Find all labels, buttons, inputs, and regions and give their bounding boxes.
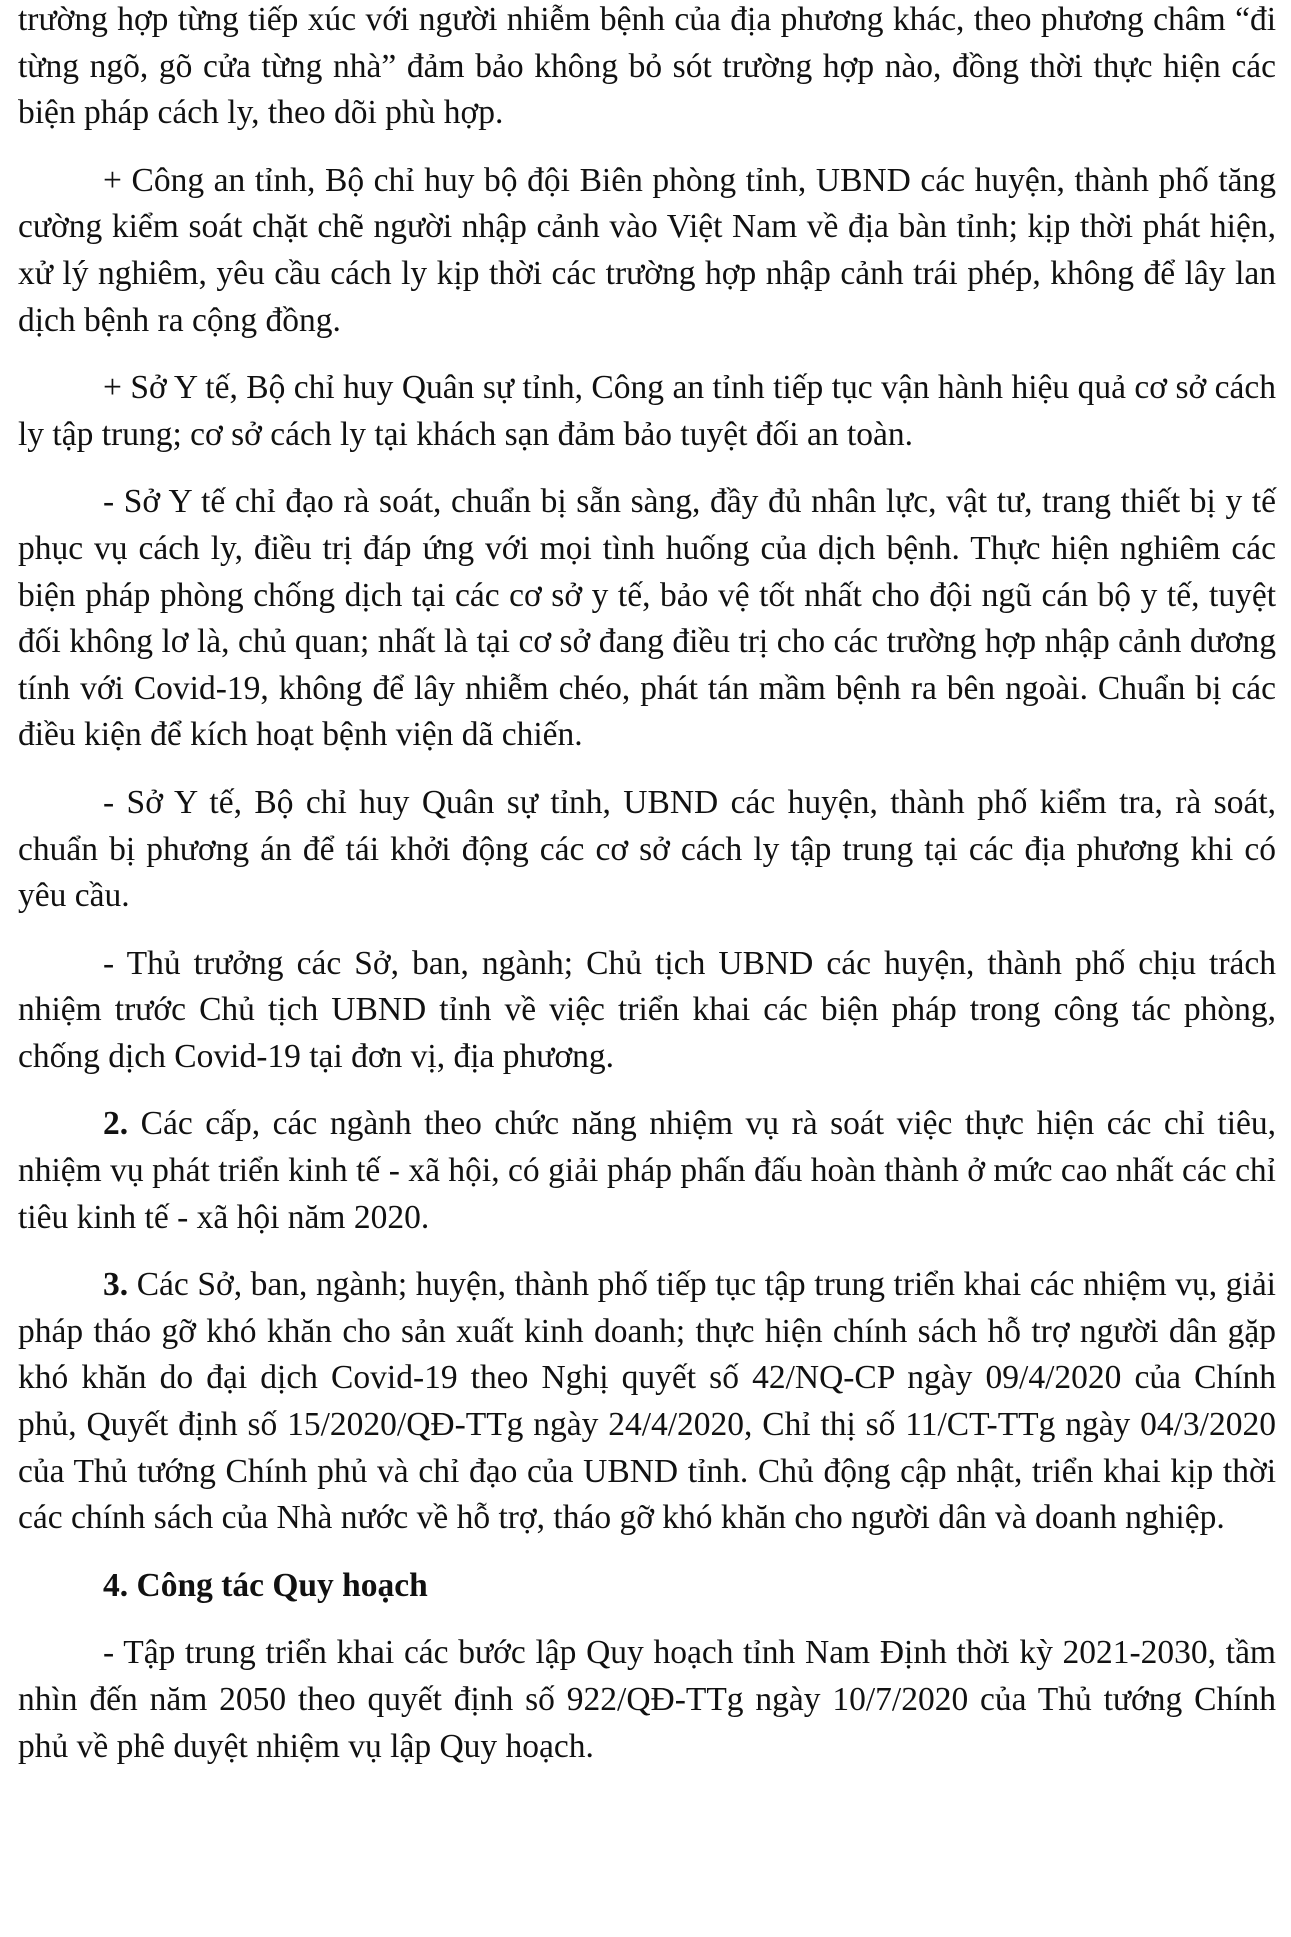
document-page	[18, 0, 1276, 1937]
paragraph-border-control	[18, 158, 1276, 344]
paragraph-quarantine-facilities	[18, 365, 1276, 458]
paragraph-text: - Thủ trưởng các Sở, ban, ngành; Chủ tịch UBND các huyện, thành phố chịu trách nhiệm trước Chủ tịch UBND tỉnh về việc triển khai các biện pháp trong công tác phòng, chống dịch Covid-19 tại đơn vị, địa phương.	[18, 944, 1276, 1075]
paragraph-health-department-preparation	[18, 479, 1276, 759]
paragraph-leader-responsibility	[18, 941, 1276, 1081]
item-number: 3.	[103, 1266, 129, 1304]
paragraph-text: Các cấp, các ngành theo chức năng nhiệm vụ rà soát việc thực hiện các chỉ tiêu, nhiệm vụ phát triển kinh tế - xã hội, có giải pháp phấn đấu hoàn thành ở mức cao nhất các chỉ tiêu kinh tế - xã hội năm 2020.	[18, 1105, 1276, 1236]
paragraph-text: - Sở Y tế chỉ đạo rà soát, chuẩn bị sẵn sàng, đầy đủ nhân lực, vật tư, trang thiết bị y tế phục vụ cách ly, điều trị đáp ứng với mọi tình huống của dịch bệnh. Thực hiện nghiêm các biện pháp phòng chống dịch tại các cơ sở y tế, bảo vệ tốt nhất cho đội ngũ cán bộ y tế, tuyệt đối không lơ là, chủ quan; nhất là tại cơ sở đang điều trị cho các trường hợp nhập cảnh dương tính với Covid-19, không để lây nhiễm chéo, phát tán mầm bệnh ra bên ngoài. Chuẩn bị các điều kiện để kích hoạt bệnh viện dã chiến.	[18, 483, 1276, 754]
paragraph-item-2	[18, 1101, 1276, 1241]
item-number: 2.	[103, 1105, 129, 1143]
paragraph-text: Các Sở, ban, ngành; huyện, thành phố tiếp tục tập trung triển khai các nhiệm vụ, giải pháp tháo gỡ khó khăn cho sản xuất kinh doanh; thực hiện chính sách hỗ trợ người dân gặp khó khăn do đại dịch Covid-19 theo Nghị quyết số 42/NQ-CP ngày 09/4/2020 của Chính phủ, Quyết định số 15/2020/QĐ-TTg ngày 24/4/2020, Chỉ thị số 11/CT-TTg ngày 04/3/2020 của Thủ tướng Chính phủ và chỉ đạo của UBND tỉnh. Chủ động cập nhật, triển khai kịp thời các chính sách của Nhà nước về hỗ trợ, tháo gỡ khó khăn cho người dân và doanh nghiệp.	[18, 1266, 1276, 1537]
paragraph-item-3	[18, 1262, 1276, 1542]
paragraph-planning	[18, 1630, 1276, 1770]
paragraph-text: trường hợp từng tiếp xúc với người nhiễm bệnh của địa phương khác, theo phương châm “đi từng ngõ, gõ cửa từng nhà” đảm bảo không bỏ sót trường hợp nào, đồng thời thực hiện các biện pháp cách ly, theo dõi phù hợp.	[18, 1, 1276, 132]
paragraph-text: - Sở Y tế, Bộ chỉ huy Quân sự tỉnh, UBND các huyện, thành phố kiểm tra, rà soát, chuẩn bị phương án để tái khởi động các cơ sở cách ly tập trung tại các địa phương khi có yêu cầu.	[18, 783, 1276, 915]
paragraph-text: + Sở Y tế, Bộ chỉ huy Quân sự tỉnh, Công an tỉnh tiếp tục vận hành hiệu quả cơ sở cách ly tập trung; cơ sở cách ly tại khách sạn đảm bảo tuyệt đối an toàn.	[18, 369, 1276, 453]
section-heading: 4. Công tác Quy hoạch	[103, 1566, 428, 1604]
paragraph-text: + Công an tỉnh, Bộ chỉ huy bộ đội Biên phòng tỉnh, UBND các huyện, thành phố tăng cường kiểm soát chặt chẽ người nhập cảnh vào Việt Nam về địa bàn tỉnh; kịp thời phát hiện, xử lý nghiêm, yêu cầu cách ly kịp thời các trường hợp nhập cảnh trái phép, không để lây lan dịch bệnh ra cộng đồng.	[18, 161, 1276, 339]
paragraph-contact-tracing	[18, 0, 1276, 137]
paragraph-restart-quarantine	[18, 780, 1276, 920]
paragraph-text: - Tập trung triển khai các bước lập Quy hoạch tỉnh Nam Định thời kỳ 2021-2030, tầm nhìn đến năm 2050 theo quyết định số 922/QĐ-TTg ngày 10/7/2020 của Thủ tướng Chính phủ về phê duyệt nhiệm vụ lập Quy hoạch.	[18, 1634, 1276, 1765]
